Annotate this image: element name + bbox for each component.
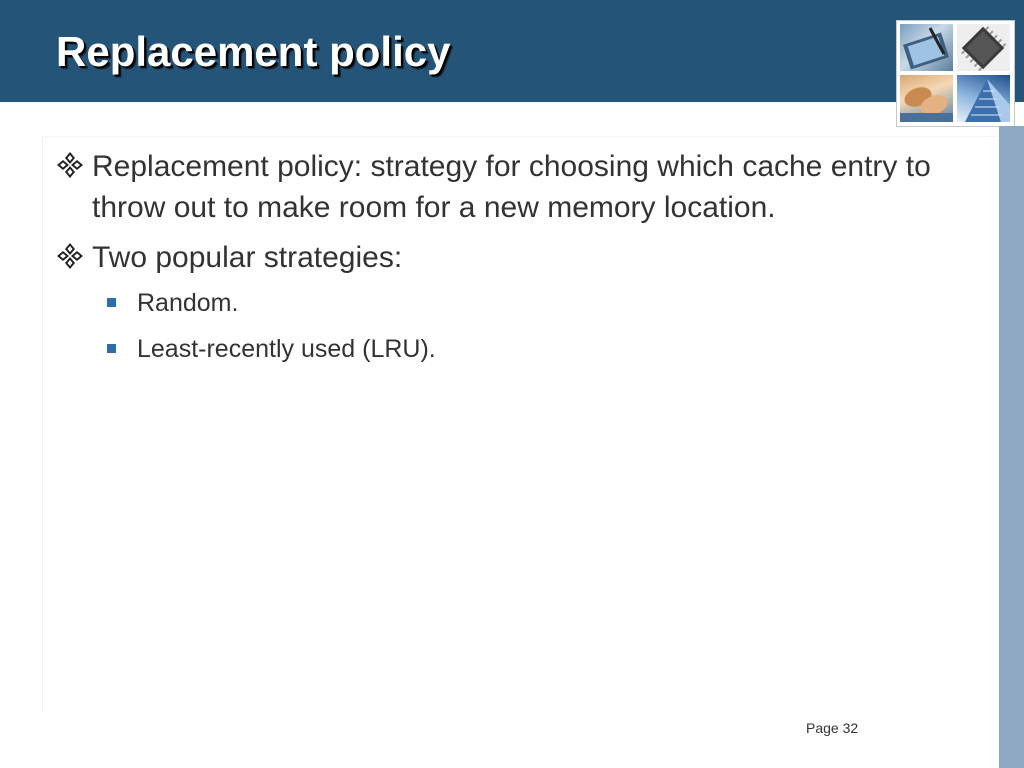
sub-bullet-text: Random. — [137, 289, 239, 317]
square-bullet-icon — [107, 344, 116, 353]
bullet-item — [54, 146, 934, 228]
sub-bullet-item — [54, 287, 934, 319]
handshake-photo-icon — [900, 75, 953, 122]
bullet-text: Replacement policy: strategy for choosing which cache entry to throw out to make room for a new memory location. — [92, 150, 931, 224]
bullet-text: Two popular strategies: — [92, 241, 403, 274]
skyscraper-photo-icon — [957, 75, 1010, 122]
four-diamond-bullet-icon — [56, 151, 84, 179]
bullet-list — [54, 146, 934, 379]
microchip-icon — [957, 24, 1010, 71]
page-number: Page 32 — [806, 720, 859, 736]
slide-title: Replacement policy — [56, 28, 451, 75]
square-bullet-icon — [107, 298, 116, 307]
sub-bullet-item — [54, 333, 934, 365]
bullet-item — [54, 237, 934, 278]
decorative-photo-collage — [896, 20, 1015, 127]
tablet-photo-icon — [900, 24, 953, 71]
right-accent-bar — [999, 126, 1024, 768]
four-diamond-bullet-icon — [56, 242, 84, 270]
sub-bullet-text: Least-recently used (LRU). — [137, 335, 436, 363]
title-bar — [0, 0, 1024, 102]
